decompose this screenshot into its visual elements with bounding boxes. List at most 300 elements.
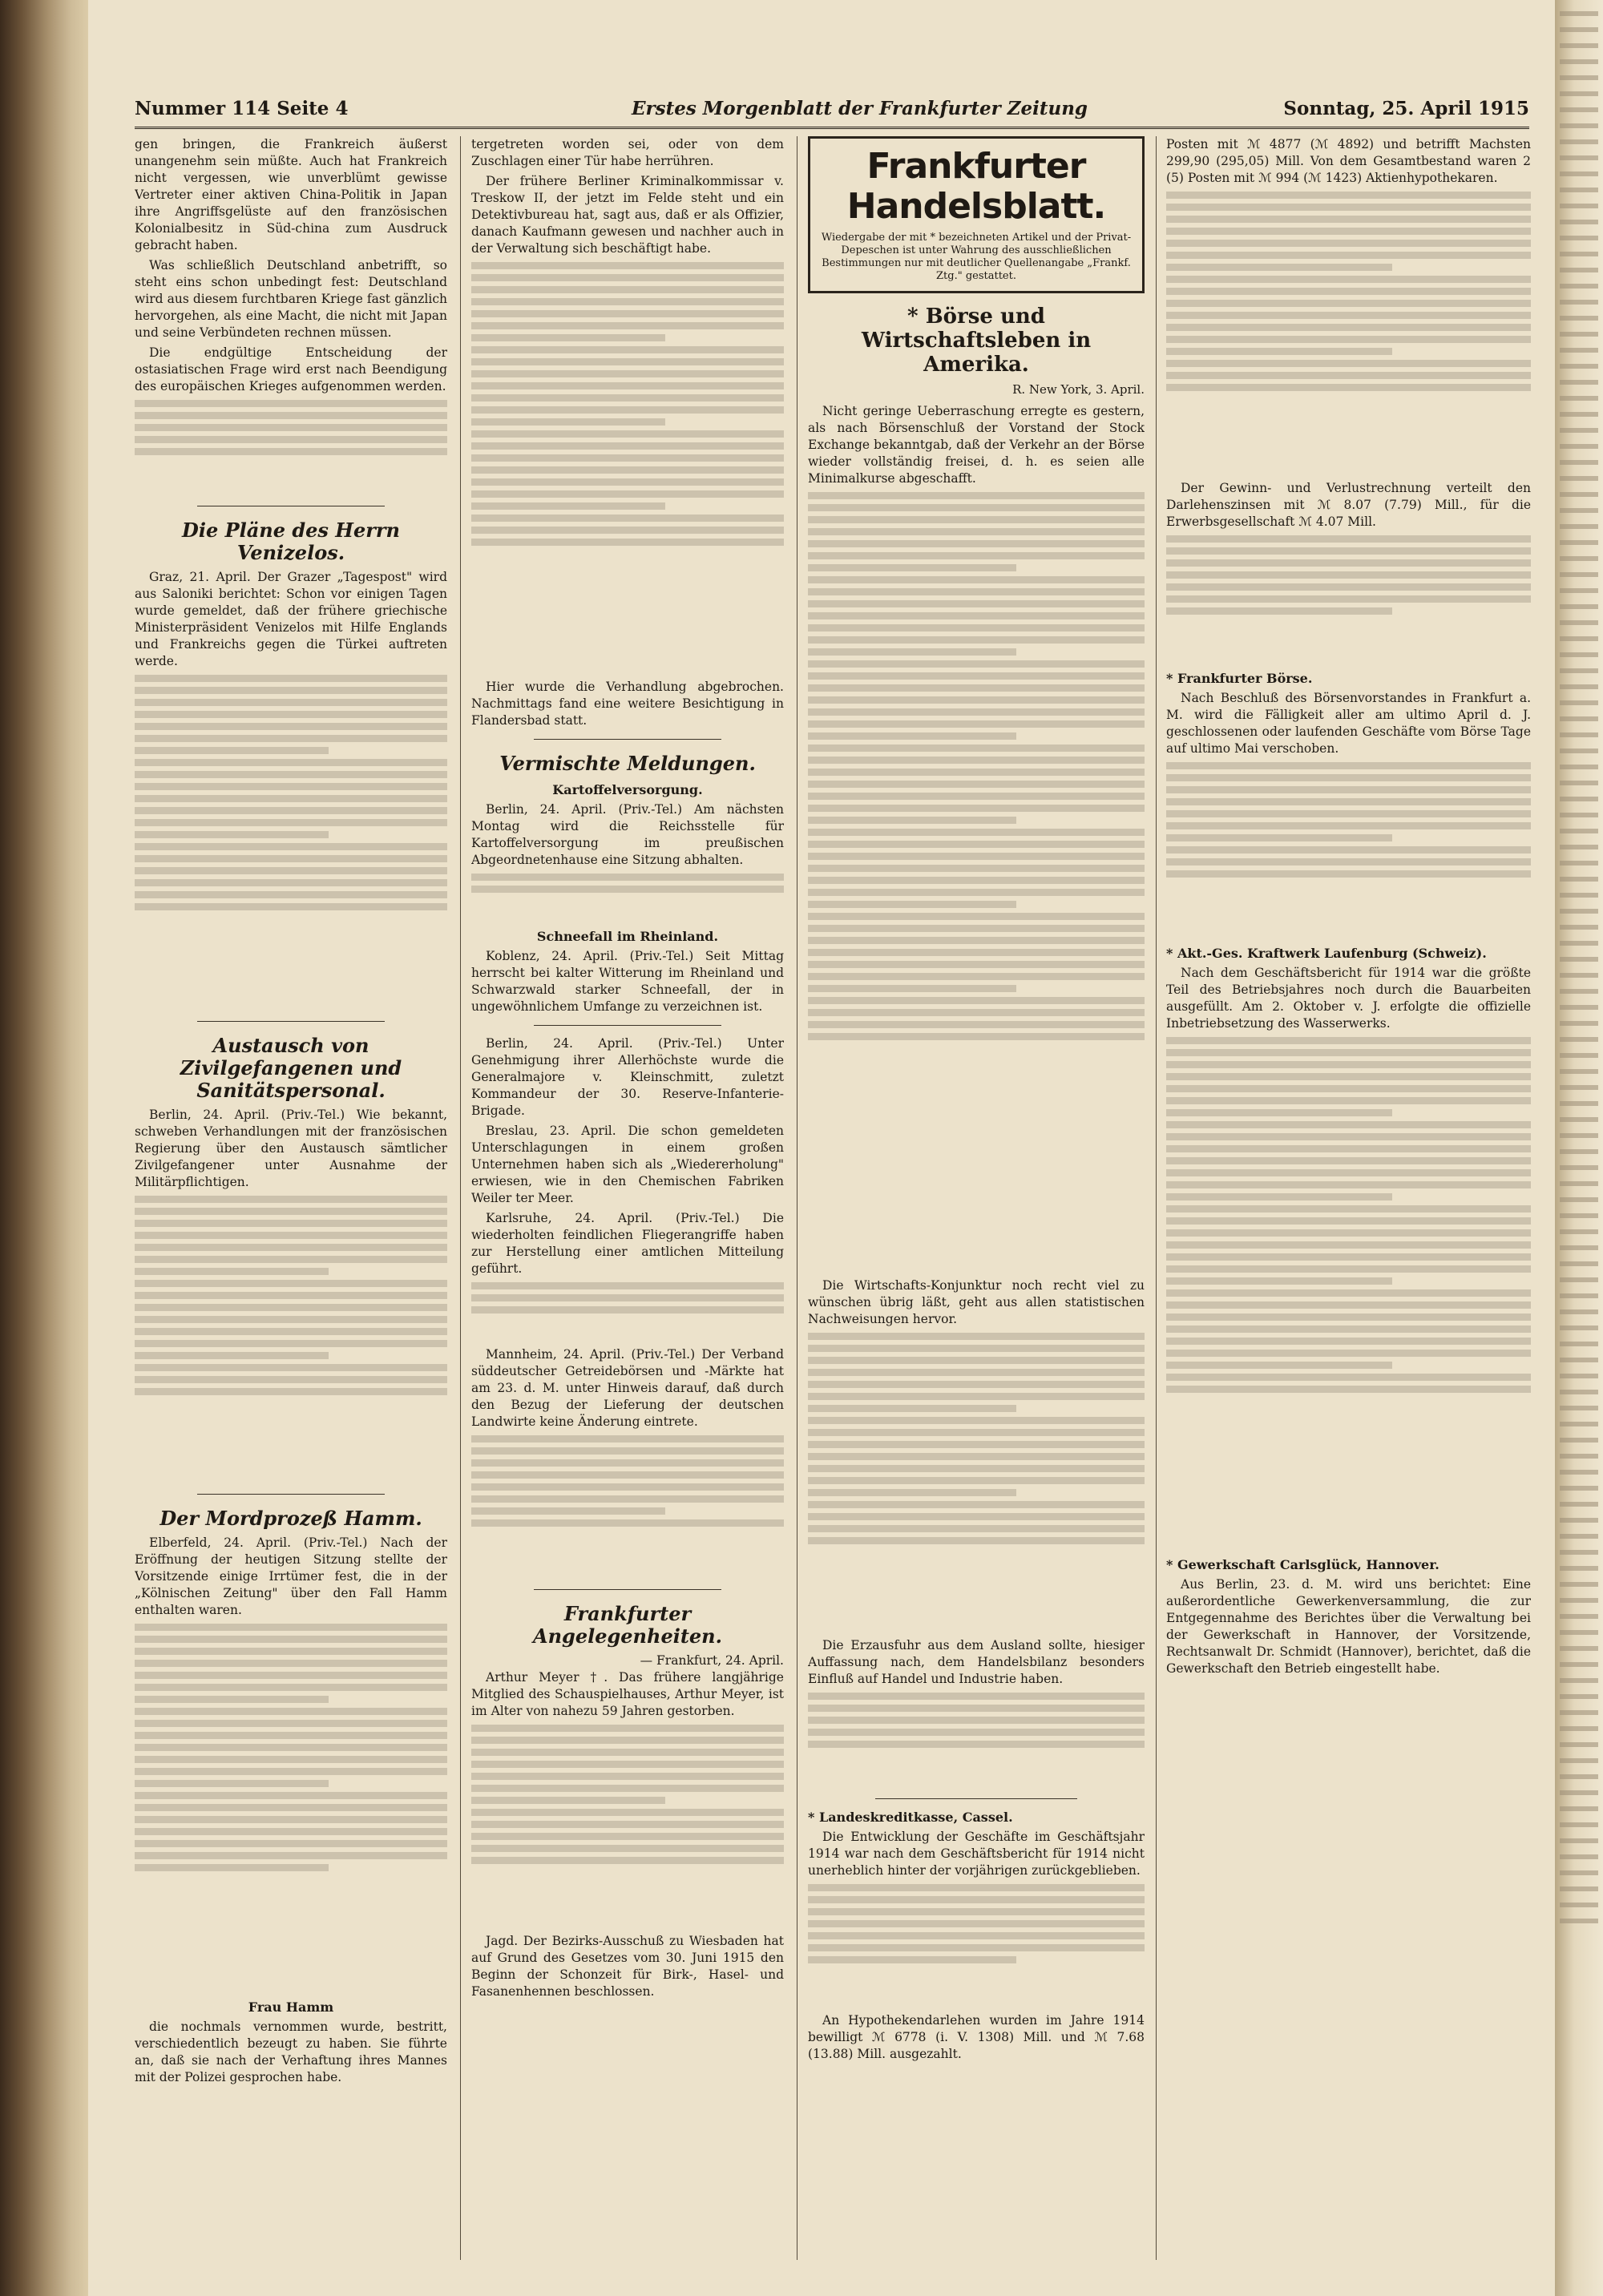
- text-line: [808, 1884, 1145, 1891]
- text-line: [808, 1537, 1145, 1544]
- facing-text-line: [1560, 716, 1598, 721]
- text-line: [135, 1268, 329, 1275]
- text-line: [471, 514, 784, 522]
- text-line: [808, 1357, 1145, 1364]
- text-line: [1166, 1193, 1392, 1200]
- text-line: [135, 831, 329, 838]
- text-line: [135, 1804, 447, 1811]
- text-line: [1166, 1157, 1531, 1164]
- text-line: [1166, 348, 1392, 355]
- article-text: Die endgültige Entscheidung der ostasiatischen Frage wird erst nach Beendigung des europäischen Krieges aufgenommen werden.: [135, 345, 447, 393]
- facing-text-line: [1560, 1838, 1598, 1843]
- text-line: [1166, 774, 1531, 781]
- text-line: [135, 699, 447, 706]
- article-text-continued: [808, 1333, 1145, 1637]
- text-line: [471, 334, 665, 341]
- facing-text-line: [1560, 268, 1598, 272]
- text-line: [135, 1780, 329, 1787]
- dateline: R. New York, 3. April.: [1012, 382, 1145, 397]
- text-line: [808, 829, 1145, 836]
- text-line: [1166, 547, 1531, 555]
- text-line: [808, 672, 1145, 680]
- text-line: [1166, 559, 1531, 567]
- text-line: [135, 1672, 447, 1679]
- facing-text-line: [1560, 973, 1598, 978]
- article-text: Arthur Meyer †. Das frühere langjährige Mitglied des Schauspielhauses, Arthur Meyer, ist im Alter von nahezu 59 Jahren gestorben.: [471, 1670, 784, 1718]
- text-line: [135, 1864, 329, 1871]
- facing-text-line: [1560, 861, 1598, 866]
- text-line: [135, 771, 447, 778]
- text-line: [808, 853, 1145, 860]
- text-line: [1166, 360, 1531, 367]
- text-line: [1166, 1241, 1531, 1249]
- text-line: [471, 1749, 784, 1756]
- facing-text-line: [1560, 1598, 1598, 1603]
- facing-text-line: [1560, 1374, 1598, 1378]
- facing-text-line: [1560, 348, 1598, 353]
- issue-date: Sonntag, 25. April 1915: [1283, 98, 1529, 119]
- headline-kraftwerk-laufenburg: * Akt.-Ges. Kraftwerk Laufenburg (Schweiz).: [1166, 946, 1487, 961]
- text-line: [1166, 810, 1531, 817]
- facing-text-line: [1560, 428, 1598, 433]
- text-line: [135, 687, 447, 694]
- text-line: [1166, 204, 1531, 211]
- article-text: Nicht geringe Ueberraschung erregte es gestern, als nach Börsenschluß der Vorstand der Stock Exchange bekanntgab, daß der Verkehr an der Börse wieder vollständig freisei, d. h. es seien alle Minimalkurse abgeschafft.: [808, 404, 1145, 486]
- column-rule: [460, 136, 461, 2260]
- facing-text-line: [1560, 220, 1598, 224]
- column-4: [1166, 136, 1531, 2268]
- text-line: [808, 1429, 1145, 1436]
- facing-text-line: [1560, 1229, 1598, 1234]
- facing-text-line: [1560, 91, 1598, 96]
- newspaper-title: Erstes Morgenblatt der Frankfurter Zeitung: [632, 98, 1088, 119]
- facing-text-line: [1560, 284, 1598, 289]
- text-line: [808, 1381, 1145, 1388]
- article-text-continued: [1166, 1037, 1531, 1550]
- article-text-continued: [471, 1435, 784, 1580]
- article-text: Der frühere Berliner Kriminalkommissar v. Treskow II, der jetzt im Felde steht und ein Detektivbureau hat, sagt aus, daß er als Offizier, danach Kaufmann gewesen und nachher auch in der Verwaltung sich beschäftigt habe.: [471, 174, 784, 256]
- facing-text-line: [1560, 813, 1598, 817]
- text-line: [471, 430, 784, 438]
- facing-text-line: [1560, 316, 1598, 321]
- text-line: [1166, 1073, 1531, 1080]
- facing-text-line: [1560, 1710, 1598, 1715]
- text-line: [135, 819, 447, 826]
- text-line: [135, 879, 447, 886]
- text-line: [1166, 535, 1531, 543]
- text-line: [808, 1729, 1145, 1736]
- facing-text-line: [1560, 1774, 1598, 1779]
- text-line: [808, 1369, 1145, 1376]
- text-line: [1166, 786, 1531, 793]
- article-text-continued: [135, 1624, 447, 1992]
- facing-text-line: [1560, 1053, 1598, 1058]
- text-line: [471, 442, 784, 450]
- text-line: [808, 1405, 1016, 1412]
- text-line: [135, 1244, 447, 1251]
- text-line: [808, 865, 1145, 872]
- facing-text-line: [1560, 364, 1598, 369]
- text-line: [808, 793, 1145, 800]
- article-text-continued: [1166, 192, 1531, 480]
- text-line: [135, 1708, 447, 1715]
- facing-text-line: [1560, 1406, 1598, 1410]
- text-line: [471, 1459, 784, 1467]
- text-line: [808, 1477, 1145, 1484]
- article-text-continued: [471, 262, 784, 679]
- subhead-frau-hamm: Frau Hamm: [248, 1999, 334, 2015]
- facing-text-line: [1560, 1662, 1598, 1667]
- text-line: [135, 436, 447, 443]
- facing-text-line: [1560, 1277, 1598, 1282]
- facing-text-line: [1560, 1454, 1598, 1459]
- text-line: [808, 973, 1145, 980]
- text-line: [1166, 583, 1531, 591]
- text-line: [471, 382, 784, 389]
- headline-carlsglueck: * Gewerkschaft Carlsglück, Hannover.: [1166, 1557, 1439, 1572]
- text-line: [808, 1693, 1145, 1700]
- text-line: [808, 817, 1016, 824]
- text-line: [808, 1920, 1145, 1927]
- text-line: [1166, 798, 1531, 805]
- text-line: [1166, 324, 1531, 331]
- facing-text-line: [1560, 765, 1598, 769]
- facing-text-line: [1560, 572, 1598, 577]
- facing-text-line: [1560, 1870, 1598, 1875]
- facing-text-line: [1560, 620, 1598, 625]
- text-line: [808, 1453, 1145, 1460]
- text-line: [1166, 1145, 1531, 1152]
- text-line: [808, 1417, 1145, 1424]
- headline-mordprozess: Der Mordprozeß Hamm.: [159, 1507, 422, 1530]
- facing-text-line: [1560, 1550, 1598, 1555]
- page-header: [135, 95, 1529, 129]
- text-line: [808, 1009, 1145, 1016]
- article-text-continued: [808, 492, 1145, 1277]
- facing-text-line: [1560, 684, 1598, 689]
- article-text: Aus Berlin, 23. d. M. wird uns berichtet: Eine außerordentliche Gewerkenversammlung, die zur Entgegennahme des Berichtes über die Verwaltung bei der Gewerkschaft in Hannover, der Vorsitzende, Rechtsanwalt Dr. Schmidt (Hannover), berichtet, daß die Gewerkschaft den Betrieb eingestellt habe.: [1166, 1577, 1531, 1676]
- text-line: [808, 889, 1145, 896]
- text-line: [808, 1021, 1145, 1028]
- facing-text-line: [1560, 75, 1598, 80]
- text-line: [471, 1833, 784, 1840]
- facing-text-line: [1560, 1037, 1598, 1042]
- text-line: [1166, 846, 1531, 853]
- text-line: [808, 732, 1016, 740]
- text-line: [808, 1465, 1145, 1472]
- text-line: [808, 540, 1145, 547]
- text-line: [808, 1033, 1145, 1040]
- text-line: [135, 1636, 447, 1643]
- facing-text-line: [1560, 1582, 1598, 1587]
- subhead-schneefall: Schneefall im Rheinland.: [536, 929, 719, 944]
- article-text: An Hypothekendarlehen wurden im Jahre 1914 bewilligt ℳ 6778 (i. V. 1308) Mill. und ℳ 7.68 (13.88) Mill. ausgezahlt.: [808, 2013, 1145, 2061]
- text-line: [471, 406, 784, 414]
- facing-text-line: [1560, 1197, 1598, 1202]
- facing-text-line: [1560, 877, 1598, 882]
- issue-number: Nummer 114 Seite 4: [135, 98, 349, 119]
- text-line: [1166, 1061, 1531, 1068]
- facing-text-line: [1560, 1342, 1598, 1346]
- facing-text-line: [1560, 1117, 1598, 1122]
- article-text: Elberfeld, 24. April. (Priv.-Tel.) Nach der Eröffnung der heutigen Sitzung stellte der Vorsitzende einige Irrtümer fest, die in der „Kölnischen Zeitung" über den Fall Hamm enthalten waren.: [135, 1535, 447, 1617]
- text-line: [471, 466, 784, 474]
- text-line: [135, 1208, 447, 1215]
- text-line: [808, 841, 1145, 848]
- text-line: [808, 1345, 1145, 1352]
- text-line: [471, 1483, 784, 1491]
- facing-text-line: [1560, 139, 1598, 144]
- facing-text-line: [1560, 1742, 1598, 1747]
- text-line: [135, 400, 447, 407]
- facing-text-line: [1560, 845, 1598, 849]
- facing-text-line: [1560, 1261, 1598, 1266]
- article-text-continued: [808, 1693, 1145, 1789]
- headline-frankfurter-angelegenheiten: Frankfurter Angelegenheiten.: [532, 1602, 722, 1648]
- text-line: [1166, 1205, 1531, 1213]
- handelsblatt-notice: Wiedergabe der mit * bezeichneten Artikel und der Privat-Depeschen ist unter Wahrung des ausschließlichen Bestimmungen nur mit deutlicher Quellenangabe „Frankf. Ztg." gestattet.: [821, 232, 1132, 282]
- facing-text-line: [1560, 107, 1598, 112]
- facing-text-line: [1560, 604, 1598, 609]
- text-line: [1166, 252, 1531, 259]
- text-line: [471, 1809, 784, 1816]
- facing-text-line: [1560, 1903, 1598, 1907]
- text-line: [135, 843, 447, 850]
- facing-text-line: [1560, 700, 1598, 705]
- text-line: [1166, 1277, 1392, 1285]
- text-line: [135, 675, 447, 682]
- article-text-continued: [135, 1196, 447, 1484]
- text-line: [135, 1768, 447, 1775]
- text-line: [1166, 1169, 1531, 1176]
- text-line: [808, 1741, 1145, 1748]
- text-line: [135, 1732, 447, 1739]
- text-line: [808, 696, 1145, 704]
- text-line: [471, 262, 784, 269]
- facing-text-line: [1560, 1085, 1598, 1090]
- text-line: [1166, 1217, 1531, 1225]
- text-line: [808, 504, 1145, 511]
- text-line: [135, 1840, 447, 1847]
- text-line: [135, 1828, 447, 1835]
- facing-text-line: [1560, 1133, 1598, 1138]
- facing-text-line: [1560, 1518, 1598, 1523]
- article-text: Nach Beschluß des Börsenvorstandes in Frankfurt a. M. wird die Fälligkeit aller am ultimo April d. J. geschlossenen oder laufenden Geschäfte vom Börse Tage auf ultimo Mai verschoben.: [1166, 691, 1531, 756]
- text-line: [808, 1908, 1145, 1915]
- article-text: Hier wurde die Verhandlung abgebrochen. Nachmittags fand eine weitere Besichtigung in Flandersbad statt.: [471, 680, 784, 728]
- section-divider: [197, 1021, 385, 1022]
- text-line: [1166, 870, 1531, 878]
- handelsblatt-masthead: [808, 136, 1145, 293]
- article-text: gen bringen, die Frankreich äußerst unangenehm sein müßte. Auch hat Frankreich nicht vergessen, wie unverblümt gewisse Vertreter einer aktiven China-Politik in Japan ihre Angriffsgelüste auf den französischen Kolonialbesitz in Süd-china zum Ausdruck gebracht haben.: [135, 137, 447, 252]
- text-line: [1166, 1338, 1531, 1345]
- text-line: [471, 298, 784, 305]
- facing-text-line: [1560, 1502, 1598, 1507]
- text-line: [471, 454, 784, 462]
- headline-boerse-amerika: * Börse und Wirtschaftsleben in Amerika.: [861, 305, 1092, 377]
- text-line: [1166, 1265, 1531, 1273]
- facing-text-line: [1560, 1358, 1598, 1362]
- text-line: [1166, 264, 1392, 271]
- facing-text-line: [1560, 781, 1598, 785]
- text-line: [471, 286, 784, 293]
- facing-text-line: [1560, 1438, 1598, 1443]
- facing-text-line: [1560, 1919, 1598, 1923]
- facing-text-line: [1560, 1614, 1598, 1619]
- text-line: [1166, 312, 1531, 319]
- text-line: [471, 1507, 665, 1515]
- article-text: Die Erzausfuhr aus dem Ausland sollte, hiesiger Auffassung nach, dem Handelsbilanz besonders Einfluß auf Handel und Industrie haben.: [808, 1638, 1145, 1686]
- text-line: [135, 1660, 447, 1667]
- article-text: tergetreten worden sei, oder von dem Zuschlagen einer Tür habe herrühren.: [471, 137, 784, 168]
- article-text-continued: [471, 874, 784, 922]
- facing-text-line: [1560, 556, 1598, 561]
- text-line: [808, 612, 1145, 619]
- article-text: Berlin, 24. April. (Priv.-Tel.) Unter Genehmigung ihrer Allerhöchste wurde die Generalmajore v. Kleinschmitt, zuletzt Kommandeur der 30. Reserve-Infanterie-Brigade.: [471, 1036, 784, 1118]
- facing-text-line: [1560, 1534, 1598, 1539]
- text-line: [135, 1756, 447, 1763]
- text-line: [471, 274, 784, 281]
- text-line: [135, 1684, 447, 1691]
- text-line: [808, 901, 1016, 908]
- text-line: [808, 600, 1145, 607]
- text-line: [471, 1495, 784, 1503]
- section-divider: [534, 1025, 721, 1026]
- text-line: [808, 660, 1145, 668]
- text-line: [135, 1280, 447, 1287]
- text-line: [471, 1294, 784, 1301]
- text-line: [471, 874, 784, 881]
- facing-text-line: [1560, 123, 1598, 128]
- text-line: [135, 1196, 447, 1203]
- facing-text-line: [1560, 941, 1598, 946]
- text-line: [808, 708, 1145, 716]
- text-line: [808, 949, 1145, 956]
- text-line: [1166, 1229, 1531, 1237]
- facing-text-line: [1560, 829, 1598, 833]
- text-line: [1166, 192, 1531, 199]
- text-line: [135, 867, 447, 874]
- article-text: Breslau, 23. April. Die schon gemeldeten Unterschlagungen in einem großen Unternehmen haben sich als „Wiedererholung" erwiesen, wie in den Chemischen Fabriken Weiler ter Meer.: [471, 1124, 784, 1205]
- text-line: [135, 424, 447, 431]
- text-line: [1166, 1097, 1531, 1104]
- article-text-continued: [135, 400, 447, 496]
- text-line: [808, 492, 1145, 499]
- text-line: [471, 1471, 784, 1479]
- facing-text-line: [1560, 1854, 1598, 1859]
- headline-vermischte-meldungen: Vermischte Meldungen.: [499, 752, 756, 775]
- section-divider: [534, 1589, 721, 1590]
- subhead-kartoffelversorgung: Kartoffelversorgung.: [552, 782, 703, 797]
- facing-text-line: [1560, 1646, 1598, 1651]
- text-line: [471, 490, 784, 498]
- text-line: [471, 1447, 784, 1455]
- text-line: [471, 1761, 784, 1768]
- facing-text-line: [1560, 236, 1598, 240]
- text-line: [471, 346, 784, 353]
- text-line: [1166, 1386, 1531, 1393]
- text-line: [471, 1306, 784, 1313]
- facing-text-line: [1560, 1806, 1598, 1811]
- headline-gefangenenaustausch: Austausch von Zivilgefangenen und Sanitätspersonal.: [180, 1034, 402, 1102]
- text-line: [471, 1519, 784, 1527]
- article-text: Die Entwicklung der Geschäfte im Geschäftsjahr 1914 war nach dem Geschäftsbericht für 1914 nicht unerheblich hinter der vorjährigen zurückgeblieben.: [808, 1830, 1145, 1878]
- text-line: [1166, 607, 1392, 615]
- facing-text-line: [1560, 204, 1598, 208]
- text-line: [808, 925, 1145, 932]
- facing-text-line: [1560, 909, 1598, 914]
- text-line: [1166, 300, 1531, 307]
- column-1: [135, 136, 447, 2268]
- text-line: [135, 1364, 447, 1371]
- facing-text-line: [1560, 396, 1598, 401]
- text-line: [135, 1352, 329, 1359]
- text-line: [135, 448, 447, 455]
- facing-text-line: [1560, 1326, 1598, 1330]
- section-divider: [875, 1798, 1077, 1799]
- text-line: [135, 1792, 447, 1799]
- text-line: [135, 747, 329, 754]
- facing-text-line: [1560, 1486, 1598, 1491]
- facing-text-line: [1560, 171, 1598, 176]
- text-line: [471, 310, 784, 317]
- text-line: [135, 1744, 447, 1751]
- text-line: [135, 1340, 447, 1347]
- text-line: [1166, 384, 1531, 391]
- article-text: Graz, 21. April. Der Grazer „Tagespost" wird aus Saloniki berichtet: Schon vor einigen Tagen wurde gemeldet, daß der frühere griechische Ministerpräsident Venizelos mit Hilfe Englands und Frankreichs gegen die Türkei auftreten werde.: [135, 570, 447, 668]
- text-line: [471, 1737, 784, 1744]
- text-line: [135, 855, 447, 862]
- article-text: Die Wirtschafts-Konjunktur noch recht viel zu wünschen übrig läßt, geht aus allen statistischen Nachweisungen hervor.: [808, 1278, 1145, 1326]
- text-line: [135, 1388, 447, 1395]
- text-line: [1166, 276, 1531, 283]
- facing-text-line: [1560, 668, 1598, 673]
- text-line: [471, 1821, 784, 1828]
- text-line: [808, 1956, 1016, 1963]
- text-line: [808, 1441, 1145, 1448]
- facing-text-line: [1560, 1165, 1598, 1170]
- dateline: — Frankfurt, 24. April.: [640, 1653, 784, 1668]
- text-line: [1166, 571, 1531, 579]
- text-line: [808, 1944, 1145, 1951]
- facing-text-line: [1560, 27, 1598, 32]
- text-line: [471, 1797, 665, 1804]
- article-text-continued: [471, 1725, 784, 1933]
- text-line: [471, 1282, 784, 1289]
- facing-text-line: [1560, 749, 1598, 753]
- text-line: [808, 1333, 1145, 1340]
- text-line: [135, 1328, 447, 1335]
- text-line: [1166, 822, 1531, 829]
- headline-landeskreditkasse: * Landeskreditkasse, Cassel.: [808, 1810, 1013, 1825]
- text-line: [471, 1773, 784, 1780]
- text-line: [1166, 1253, 1531, 1261]
- facing-text-line: [1560, 588, 1598, 593]
- text-line: [808, 805, 1145, 812]
- article-text: Koblenz, 24. April. (Priv.-Tel.) Seit Mittag herrscht bei kalter Witterung im Rheinland und Schwarzwald starker Schneefall, der in ungewöhnlichem Umfange zu verzeichnen ist.: [471, 949, 784, 1014]
- text-line: [471, 358, 784, 365]
- facing-text-line: [1560, 1694, 1598, 1699]
- facing-text-line: [1560, 540, 1598, 545]
- facing-text-line: [1560, 412, 1598, 417]
- text-line: [1166, 834, 1392, 841]
- text-line: [1166, 1109, 1392, 1116]
- text-line: [808, 648, 1016, 656]
- facing-text-line: [1560, 1726, 1598, 1731]
- facing-text-line: [1560, 989, 1598, 994]
- article-text: Mannheim, 24. April. (Priv.-Tel.) Der Verband süddeutscher Getreidebörsen und -Märkte hat am 23. d. M. unter Hinweis darauf, daß durch den Bezug der Lieferung der deutschen Landwirte keine Änderung eintrete.: [471, 1347, 784, 1429]
- text-line: [135, 1376, 447, 1383]
